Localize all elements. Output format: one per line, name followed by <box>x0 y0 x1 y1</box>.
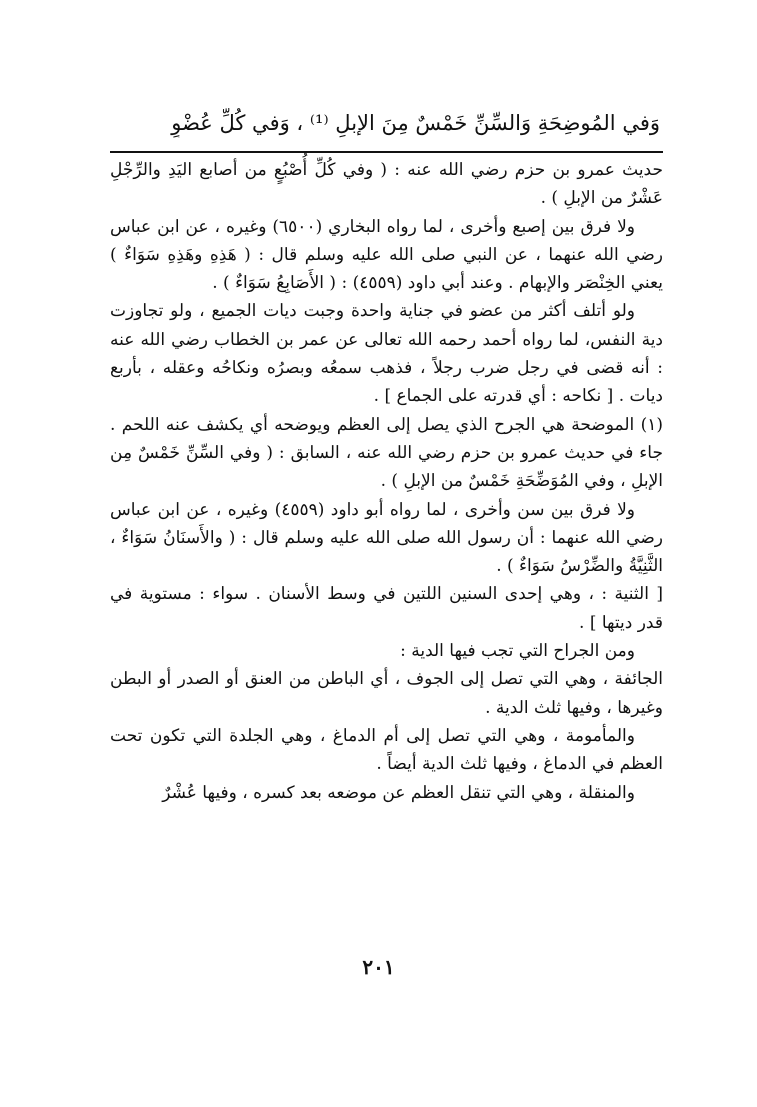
paragraph-hadith-amr: حديث عمرو بن حزم رضي الله عنه : ( وفي كُلِّ أُصْبُعٍ من أصابع اليَدِ والرِّجْلِ عَشْرٌ من الإبلِ ) . <box>110 160 663 209</box>
commentary-body <box>110 156 663 807</box>
paragraph-jaifa: الجائفة ، وهي التي تصل إلى الجوف ، أي الباطن من العنق أو الصدر أو البطن وغيرها ، وفيها ثلث الدية . <box>110 669 663 718</box>
page-number: ٢٠١ <box>362 955 395 979</box>
paragraph-multiple-organs: ولو أتلف أكثر من عضو في جناية واحدة وجبت ديات الجميع ، ولو تجاوزت دية النفس، لما رواه أحمد رحمه الله تعالى عن عمر بن الخطاب رضي الله عنه : أنه قضى في رجل ضرب رجلاً ، فذهب سمعُه وبصرُه ونكاحُه وعقله ، بأربع ديات . [ نكاحه : أي قدرته على الجماع ] . <box>110 301 663 407</box>
paragraph-mamuma: والمأمومة ، وهي التي تصل إلى أم الدماغ ، وهي الجلدة التي تكون تحت العظم في الدماغ ، وفيها ثلث الدية أيضاً . <box>110 725 663 775</box>
paragraph-munaqqila: والمنقلة ، وهي التي تنقل العظم عن موضعه بعد كسره ، وفيها عُشْرٌ <box>162 782 635 803</box>
paragraph-fingers-equal: ولا فرق بين إصبع وأخرى ، لما رواه البخاري (٦٥٠٠) وغيره ، عن ابن عباس رضي الله عنهما ، عن النبي صلى الله عليه وسلم قال : ( هَذِهِ وهَذِهِ سَوَاءٌ ) يعني الخِنْصَر والإبهام . وعند أبي داود (٤٥٥٩) : ( الأَصَابِعُ سَوَاءٌ ) . <box>110 216 663 294</box>
paragraph-thaniyya-gloss: [ الثنية : ، وهي إحدى السنين اللتين في وسط الأسنان . سواء : مستوية في قدر ديتها ] . <box>110 584 663 633</box>
header-divider <box>110 151 663 153</box>
paragraph-teeth-equal: ولا فرق بين سن وأخرى ، لما رواه أبو داود (٤٥٥٩) وغيره ، عن ابن عباس رضي الله عنهما : أن رسول الله صلى الله عليه وسلم قال : ( والأَسنَانُ سَوَاءٌ ، الثَّنِيَّةُ والضِّرْسُ سَوَاءٌ ) . <box>110 499 663 577</box>
footnote-mudiha: (١) الموضحة هي الجرح الذي يصل إلى العظم ويوضحه أي يكشف عنه اللحم . جاء في حديث عمرو بن حزم رضي الله عنه ، السابق : ( وفي السِّنِّ خَمْسٌ مِن الإبلِ ، وفي المُوَضِّحَةِ خَمْسٌ من الإبلِ ) . <box>110 414 663 492</box>
matn-header-line: وَفي المُوضِحَةِ وَالسِّنِّ خَمْسٌ مِنَ الإبلِ ⁽¹⁾ ، وَفي كُلِّ عُضْوٍ <box>171 111 660 135</box>
paragraph-wounds-heading: ومن الجراح التي تجب فيها الدية : <box>400 641 635 662</box>
